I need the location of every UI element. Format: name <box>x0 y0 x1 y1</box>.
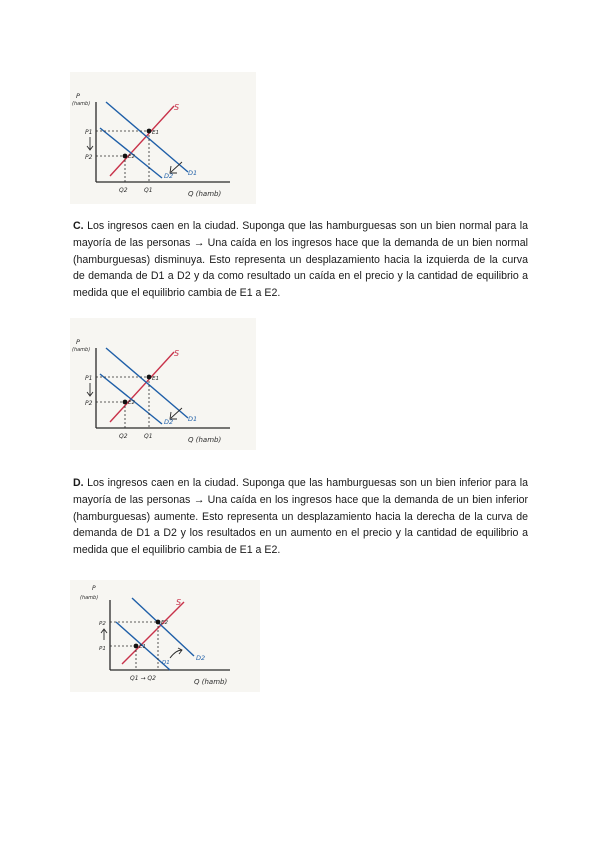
d2-label: D2 <box>164 172 174 180</box>
e2-label: E2 <box>128 154 135 160</box>
p-axis-unit: (hamb) <box>80 595 99 601</box>
section-d-letter: D. <box>73 477 84 489</box>
p-axis-unit: (hamb) <box>72 347 91 353</box>
price-down-arrow <box>87 137 93 150</box>
equilibrium-e2 <box>156 620 161 625</box>
supply-label: S <box>176 598 182 607</box>
equilibrium-e1 <box>147 375 152 380</box>
e2-label: E2 <box>161 620 168 626</box>
shift-left-arrow <box>170 162 182 173</box>
q2-label: Q2 <box>119 187 128 194</box>
demand-curve-d1 <box>106 102 188 172</box>
equilibrium-e1 <box>134 644 139 649</box>
d1-label: D1 <box>188 415 198 423</box>
supply-curve <box>110 106 174 176</box>
p1-label: P1 <box>85 129 93 136</box>
q-axis-label: Q (hamb) <box>188 190 222 198</box>
q2-label: Q2 <box>119 433 128 440</box>
p2-label: P2 <box>85 154 93 161</box>
d2-label: D2 <box>164 418 174 426</box>
supply-curve <box>110 352 174 422</box>
equilibrium-e1 <box>147 129 152 134</box>
section-c-paragraph <box>73 218 528 302</box>
p-axis-label: P <box>76 338 80 346</box>
shift-right-arrow <box>170 648 182 658</box>
equilibrium-e2 <box>123 400 128 405</box>
supply-label: S <box>174 349 180 358</box>
p-axis-label: P <box>92 585 96 592</box>
price-down-arrow <box>87 383 93 396</box>
d1-label: D1 <box>188 169 198 177</box>
d2-label: D2 <box>196 654 206 662</box>
p-axis-label: P <box>76 92 80 100</box>
section-d-paragraph <box>73 475 528 559</box>
e1-label: E1 <box>139 644 146 650</box>
q-axis-label: Q (hamb) <box>194 678 228 686</box>
section-c-letter: C. <box>73 220 84 232</box>
q-axis-label: Q (hamb) <box>188 436 222 444</box>
equilibrium-e2 <box>123 154 128 159</box>
shift-left-arrow <box>170 408 182 419</box>
price-up-arrow <box>101 629 107 640</box>
e1-label: E1 <box>152 376 159 382</box>
q1-label: Q1 <box>144 187 153 194</box>
graph-2-demand-decrease <box>70 318 256 450</box>
graph-3-demand-increase <box>70 580 260 692</box>
supply-label: S <box>174 103 180 112</box>
p1-label: P1 <box>99 646 106 652</box>
section-d-text: Los ingresos caen en la ciudad. Suponga que las hamburguesas son un bien inferior para la mayoría de las personas → Una caída en los ingresos hace que la demanda de un bien inferior (hamburguesas) aumente. Esto representa un desplazamiento hacia la derecha de la curva de demanda de D1 a D2 y los resultados en un aumento en el precio y la cantidad de equilibrio a medida que el equilibrio cambia de E1 a E2. <box>73 477 528 557</box>
demand-curve-d1 <box>106 348 188 418</box>
q1-label: Q1 <box>144 433 153 440</box>
p-axis-unit: (hamb) <box>72 101 91 107</box>
graph-1-demand-decrease <box>70 72 256 204</box>
section-c-text: Los ingresos caen en la ciudad. Suponga que las hamburguesas son un bien normal para la mayoría de las personas → Una caída en los ingresos hace que la demanda de un bien normal (hamburguesas) disminuya. Esto representa un desplazamiento hacia la izquierda de la curva de demanda de D1 a D2 y da como resultado un caída en el precio y la cantidad de equilibrio a medida que el equilibrio cambia de E1 a E2. <box>73 220 528 300</box>
p2-label: P2 <box>99 621 106 627</box>
p1-label: P1 <box>85 375 93 382</box>
e1-label: E1 <box>152 130 159 136</box>
e2-label: E2 <box>128 400 135 406</box>
d1-label: D1 <box>162 660 170 666</box>
p2-label: P2 <box>85 400 93 407</box>
q-shift-label: Q1 → Q2 <box>130 675 156 682</box>
